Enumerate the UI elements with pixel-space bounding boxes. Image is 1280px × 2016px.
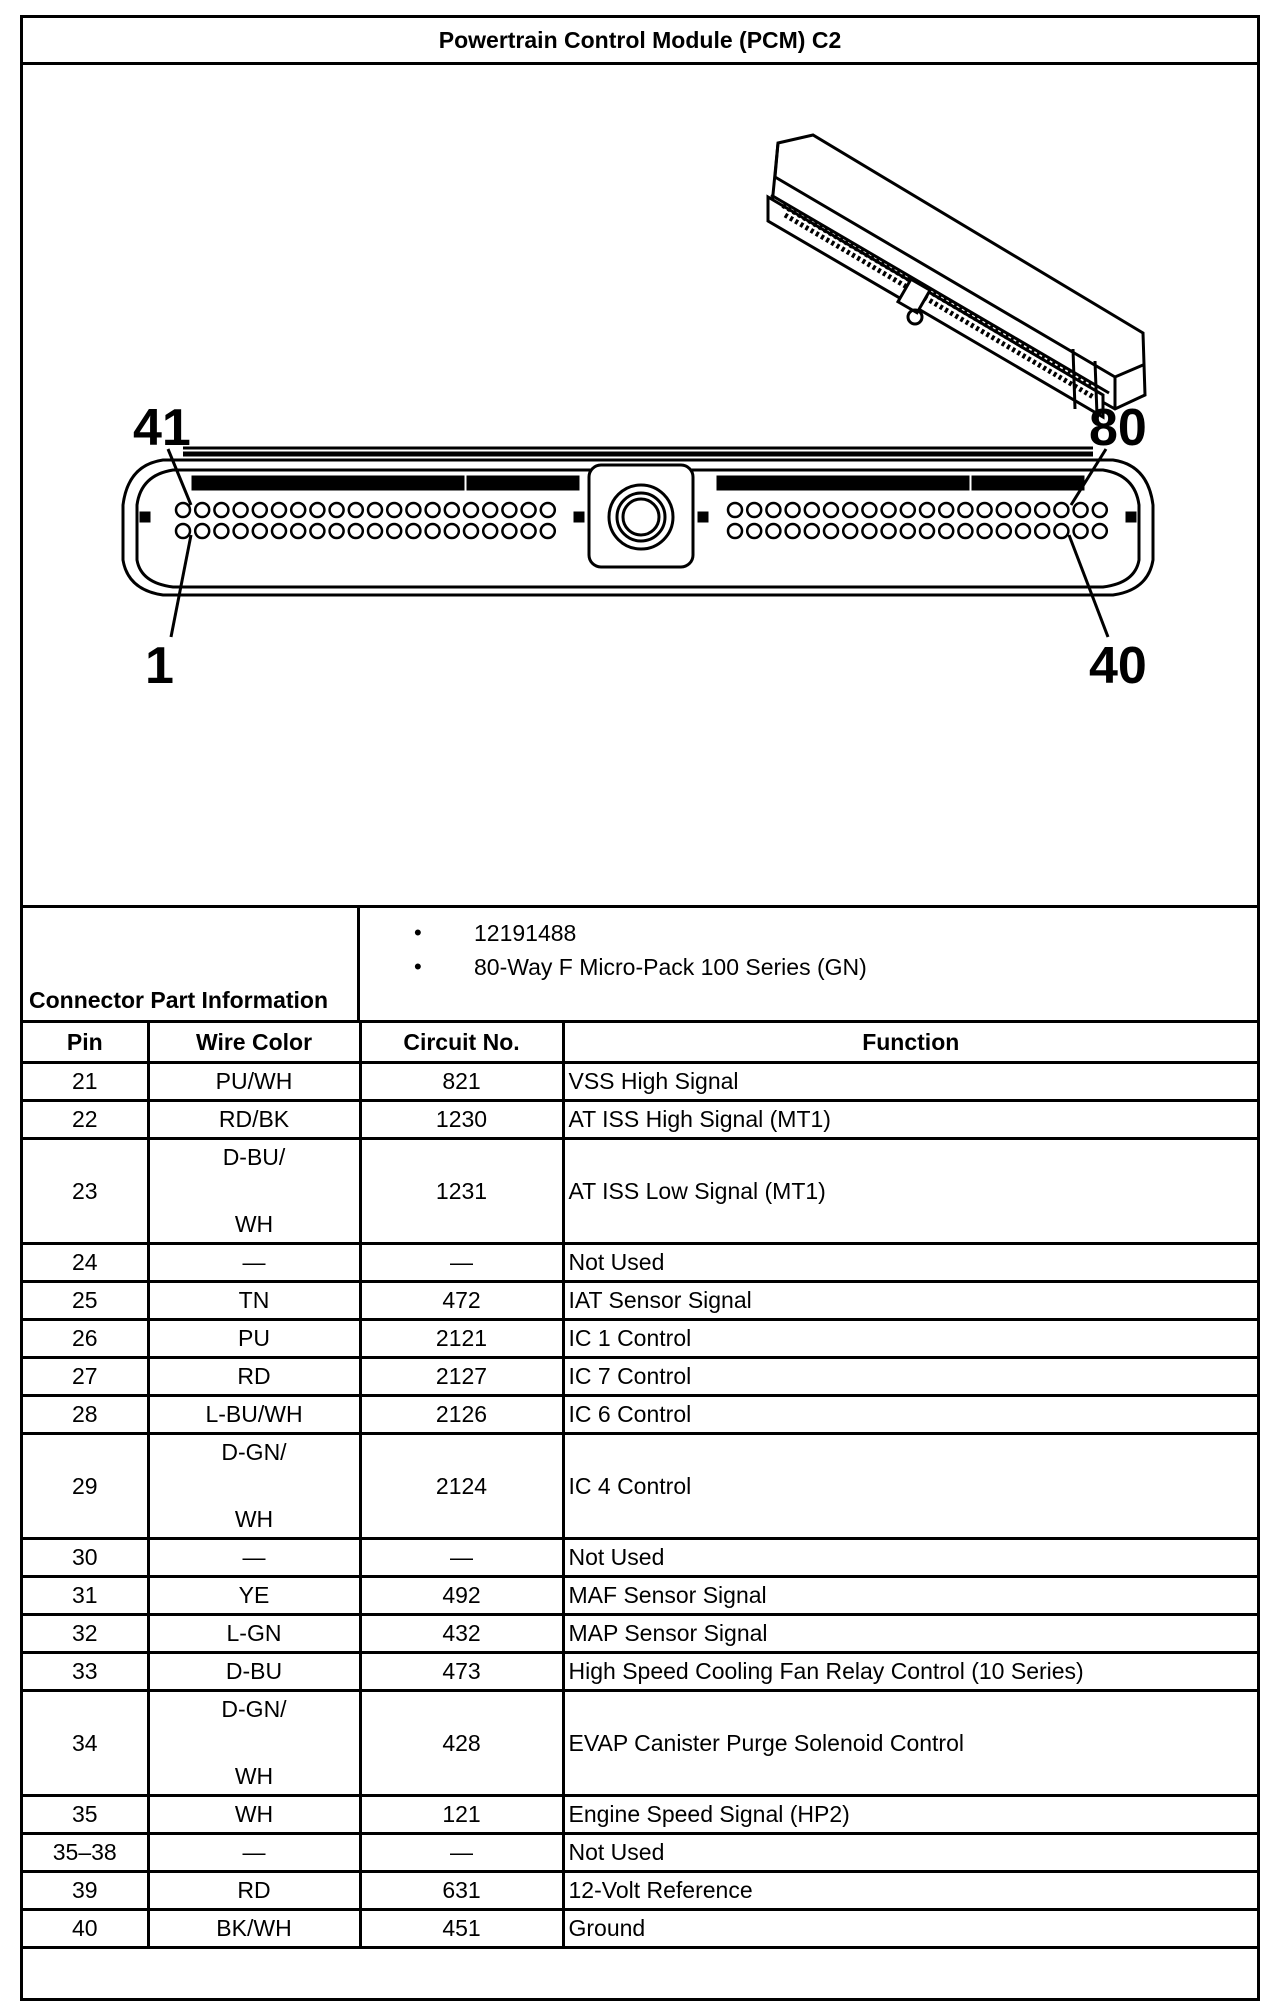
wire-color-cell: WH [148,1796,360,1834]
wire-color-cell: L-GN [148,1615,360,1653]
pin-hole [291,524,305,538]
table-row [23,1577,1257,1615]
pin-hole [901,524,915,538]
wire-color-cell: — [148,1244,360,1282]
circuit-cell: 1230 [360,1101,563,1139]
wire-color-split [154,1439,355,1533]
wire-color-cell: RD [148,1872,360,1910]
pin-hole [195,524,209,538]
col-header-wire-color: Wire Color [148,1023,360,1063]
pin-label-41: 41 [133,399,191,457]
connector-sheet [20,15,1260,2001]
pin-cell: 34 [23,1691,148,1796]
circuit-cell: 473 [360,1653,563,1691]
list-item [378,950,867,984]
wire-color-top: D-GN/ [221,1696,287,1722]
pin-hole [349,524,363,538]
pin-hole [541,503,555,517]
pin-hole [747,524,761,538]
circuit-cell: 472 [360,1282,563,1320]
pin-hole [939,524,953,538]
pin-cell: 29 [23,1434,148,1539]
pin-cell: 27 [23,1358,148,1396]
pin-hole [1074,524,1088,538]
pin-hole [824,503,838,517]
pin-hole [387,524,401,538]
wire-color-split [154,1696,355,1790]
connector-illustration [23,65,1257,905]
pin-cell: 25 [23,1282,148,1320]
pin-hole [747,503,761,517]
function-cell: 12-Volt Reference [563,1872,1257,1910]
pin-hole [272,503,286,517]
wire-color-bottom: WH [234,1763,274,1789]
pin-hole [1035,503,1049,517]
pin-hole [958,524,972,538]
pin-table-body [23,1063,1257,1948]
function-cell: AT ISS Low Signal (MT1) [563,1139,1257,1244]
table-row [23,1282,1257,1320]
pin-hole [522,524,536,538]
pin-cell: 35–38 [23,1834,148,1872]
pin-hole [920,524,934,538]
pin-cell: 24 [23,1244,148,1282]
pin-hole [214,524,228,538]
wire-color-cell: TN [148,1282,360,1320]
wire-color-top: D-GN/ [221,1439,287,1465]
circuit-cell: 428 [360,1691,563,1796]
pin-hole [997,503,1011,517]
pin-hole [843,524,857,538]
function-cell: High Speed Cooling Fan Relay Control (10 Series) [563,1653,1257,1691]
table-row [23,1872,1257,1910]
pin-hole [406,503,420,517]
pin-hole [786,524,800,538]
pin-hole [1035,524,1049,538]
table-row [23,1910,1257,1948]
pin-hole [464,524,478,538]
pin-hole [291,503,305,517]
pin-hole [824,524,838,538]
pin-cell: 32 [23,1615,148,1653]
pin-cell: 31 [23,1577,148,1615]
pin-hole [882,524,896,538]
wire-color-cell: — [148,1834,360,1872]
function-cell: EVAP Canister Purge Solenoid Control [563,1691,1257,1796]
pin-hole [502,524,516,538]
pin-hole [195,503,209,517]
pin-hole [766,524,780,538]
pin-hole [978,503,992,517]
circuit-cell: 2121 [360,1320,563,1358]
connector-face-view [123,448,1153,595]
table-row [23,1834,1257,1872]
function-cell: Not Used [563,1539,1257,1577]
pin-cell: 39 [23,1872,148,1910]
pin-hole [483,503,497,517]
pin-hole [1093,503,1107,517]
table-row [23,1615,1257,1653]
function-cell: IC 1 Control [563,1320,1257,1358]
wire-color-cell: — [148,1539,360,1577]
table-row [23,1358,1257,1396]
pin-hole [253,524,267,538]
pin-label-40: 40 [1089,637,1147,695]
pin-hole [176,524,190,538]
pin-hole [766,503,780,517]
wire-color-top: D-BU/ [222,1144,286,1170]
function-cell: Not Used [563,1834,1257,1872]
pin-hole [1016,503,1030,517]
function-cell: MAF Sensor Signal [563,1577,1257,1615]
pin-hole [997,524,1011,538]
table-row [23,1396,1257,1434]
wire-color-cell [148,1691,360,1796]
circuit-cell: — [360,1834,563,1872]
pin-hole [862,503,876,517]
pin-hole [214,503,228,517]
table-row [23,1063,1257,1101]
table-row [23,1139,1257,1244]
pin-hole [310,524,324,538]
pin-hole [1054,503,1068,517]
pin-hole [234,503,248,517]
circuit-cell: 2124 [360,1434,563,1539]
function-cell: VSS High Signal [563,1063,1257,1101]
circuit-cell: 821 [360,1063,563,1101]
table-row [23,1101,1257,1139]
wire-color-cell: YE [148,1577,360,1615]
pin-hole [253,503,267,517]
table-row [23,1434,1257,1539]
pin-hole [1093,524,1107,538]
function-cell: Not Used [563,1244,1257,1282]
circuit-cell: 451 [360,1910,563,1948]
pin-cell: 21 [23,1063,148,1101]
connector-3d-view [768,135,1145,417]
pin-hole [939,503,953,517]
circuit-cell: 432 [360,1615,563,1653]
wire-color-bottom: WH [234,1506,274,1532]
wire-color-cell: RD [148,1358,360,1396]
table-row [23,1653,1257,1691]
circuit-cell: 2127 [360,1358,563,1396]
pin-cell: 35 [23,1796,148,1834]
pin-cell: 23 [23,1139,148,1244]
pin-hole [1016,524,1030,538]
pin-hole [843,503,857,517]
pin-hole [1074,503,1088,517]
connector-info-label: Connector Part Information [23,908,360,1020]
table-header-row [23,1023,1257,1063]
function-cell: IC 6 Control [563,1396,1257,1434]
pin-hole [387,503,401,517]
pin-table [23,1023,1257,1949]
table-row [23,1320,1257,1358]
circuit-cell: 631 [360,1872,563,1910]
pin-hole [901,503,915,517]
pin-hole [368,524,382,538]
wire-color-cell: L-BU/WH [148,1396,360,1434]
function-cell: IAT Sensor Signal [563,1282,1257,1320]
pin-cell: 28 [23,1396,148,1434]
function-cell: AT ISS High Signal (MT1) [563,1101,1257,1139]
pin-hole [426,524,440,538]
pin-cell: 26 [23,1320,148,1358]
pin-hole [330,503,344,517]
wire-color-cell [148,1434,360,1539]
pin-hole [349,503,363,517]
circuit-cell: — [360,1244,563,1282]
pin-hole [502,503,516,517]
bullet-icon: • [414,954,422,979]
table-row [23,1691,1257,1796]
pin-cell: 33 [23,1653,148,1691]
wire-color-split [154,1144,355,1238]
pin-hole [310,503,324,517]
connector-info-list [378,916,867,984]
wire-color-cell: BK/WH [148,1910,360,1948]
connector-drawing [23,65,1257,905]
wire-color-cell [148,1139,360,1244]
pin-hole [522,503,536,517]
pin-label-1: 1 [145,637,174,695]
pin-hole [978,524,992,538]
wire-color-cell: RD/BK [148,1101,360,1139]
col-header-pin: Pin [23,1023,148,1063]
pin-hole [805,524,819,538]
table-row [23,1796,1257,1834]
wire-color-cell: PU/WH [148,1063,360,1101]
pin-hole [234,524,248,538]
col-header-function: Function [563,1023,1257,1063]
page-title: Powertrain Control Module (PCM) C2 [23,18,1257,65]
pin-hole [728,503,742,517]
pin-hole [426,503,440,517]
pin-hole [368,503,382,517]
pin-hole [920,503,934,517]
pin-hole [445,503,459,517]
circuit-cell: 1231 [360,1139,563,1244]
wire-color-cell: PU [148,1320,360,1358]
function-cell: IC 4 Control [563,1434,1257,1539]
wire-color-bottom: WH [234,1211,274,1237]
function-cell: MAP Sensor Signal [563,1615,1257,1653]
function-cell: Engine Speed Signal (HP2) [563,1796,1257,1834]
pin-hole [464,503,478,517]
pin-label-80: 80 [1089,399,1147,457]
col-header-circuit: Circuit No. [360,1023,563,1063]
pin-hole [176,503,190,517]
pin-hole [272,524,286,538]
pin-hole [862,524,876,538]
pin-hole [786,503,800,517]
wire-color-cell: D-BU [148,1653,360,1691]
circuit-cell: 2126 [360,1396,563,1434]
circuit-cell: 492 [360,1577,563,1615]
pin-hole [483,524,497,538]
circuit-cell: — [360,1539,563,1577]
pin-hole [330,524,344,538]
pin-cell: 30 [23,1539,148,1577]
table-row [23,1244,1257,1282]
part-number: 12191488 [474,920,577,946]
pin-hole [541,524,555,538]
pin-hole [882,503,896,517]
pin-cell: 40 [23,1910,148,1948]
pin-hole [728,524,742,538]
function-cell: Ground [563,1910,1257,1948]
list-item [378,916,867,950]
pin-hole [445,524,459,538]
pin-hole [958,503,972,517]
connector-part-information [23,905,1257,1023]
pin-hole [805,503,819,517]
connector-description: 80-Way F Micro-Pack 100 Series (GN) [474,954,867,980]
pin-hole [406,524,420,538]
pin-hole [1054,524,1068,538]
bullet-icon: • [414,920,422,945]
function-cell: IC 7 Control [563,1358,1257,1396]
circuit-cell: 121 [360,1796,563,1834]
pin-cell: 22 [23,1101,148,1139]
table-row [23,1539,1257,1577]
